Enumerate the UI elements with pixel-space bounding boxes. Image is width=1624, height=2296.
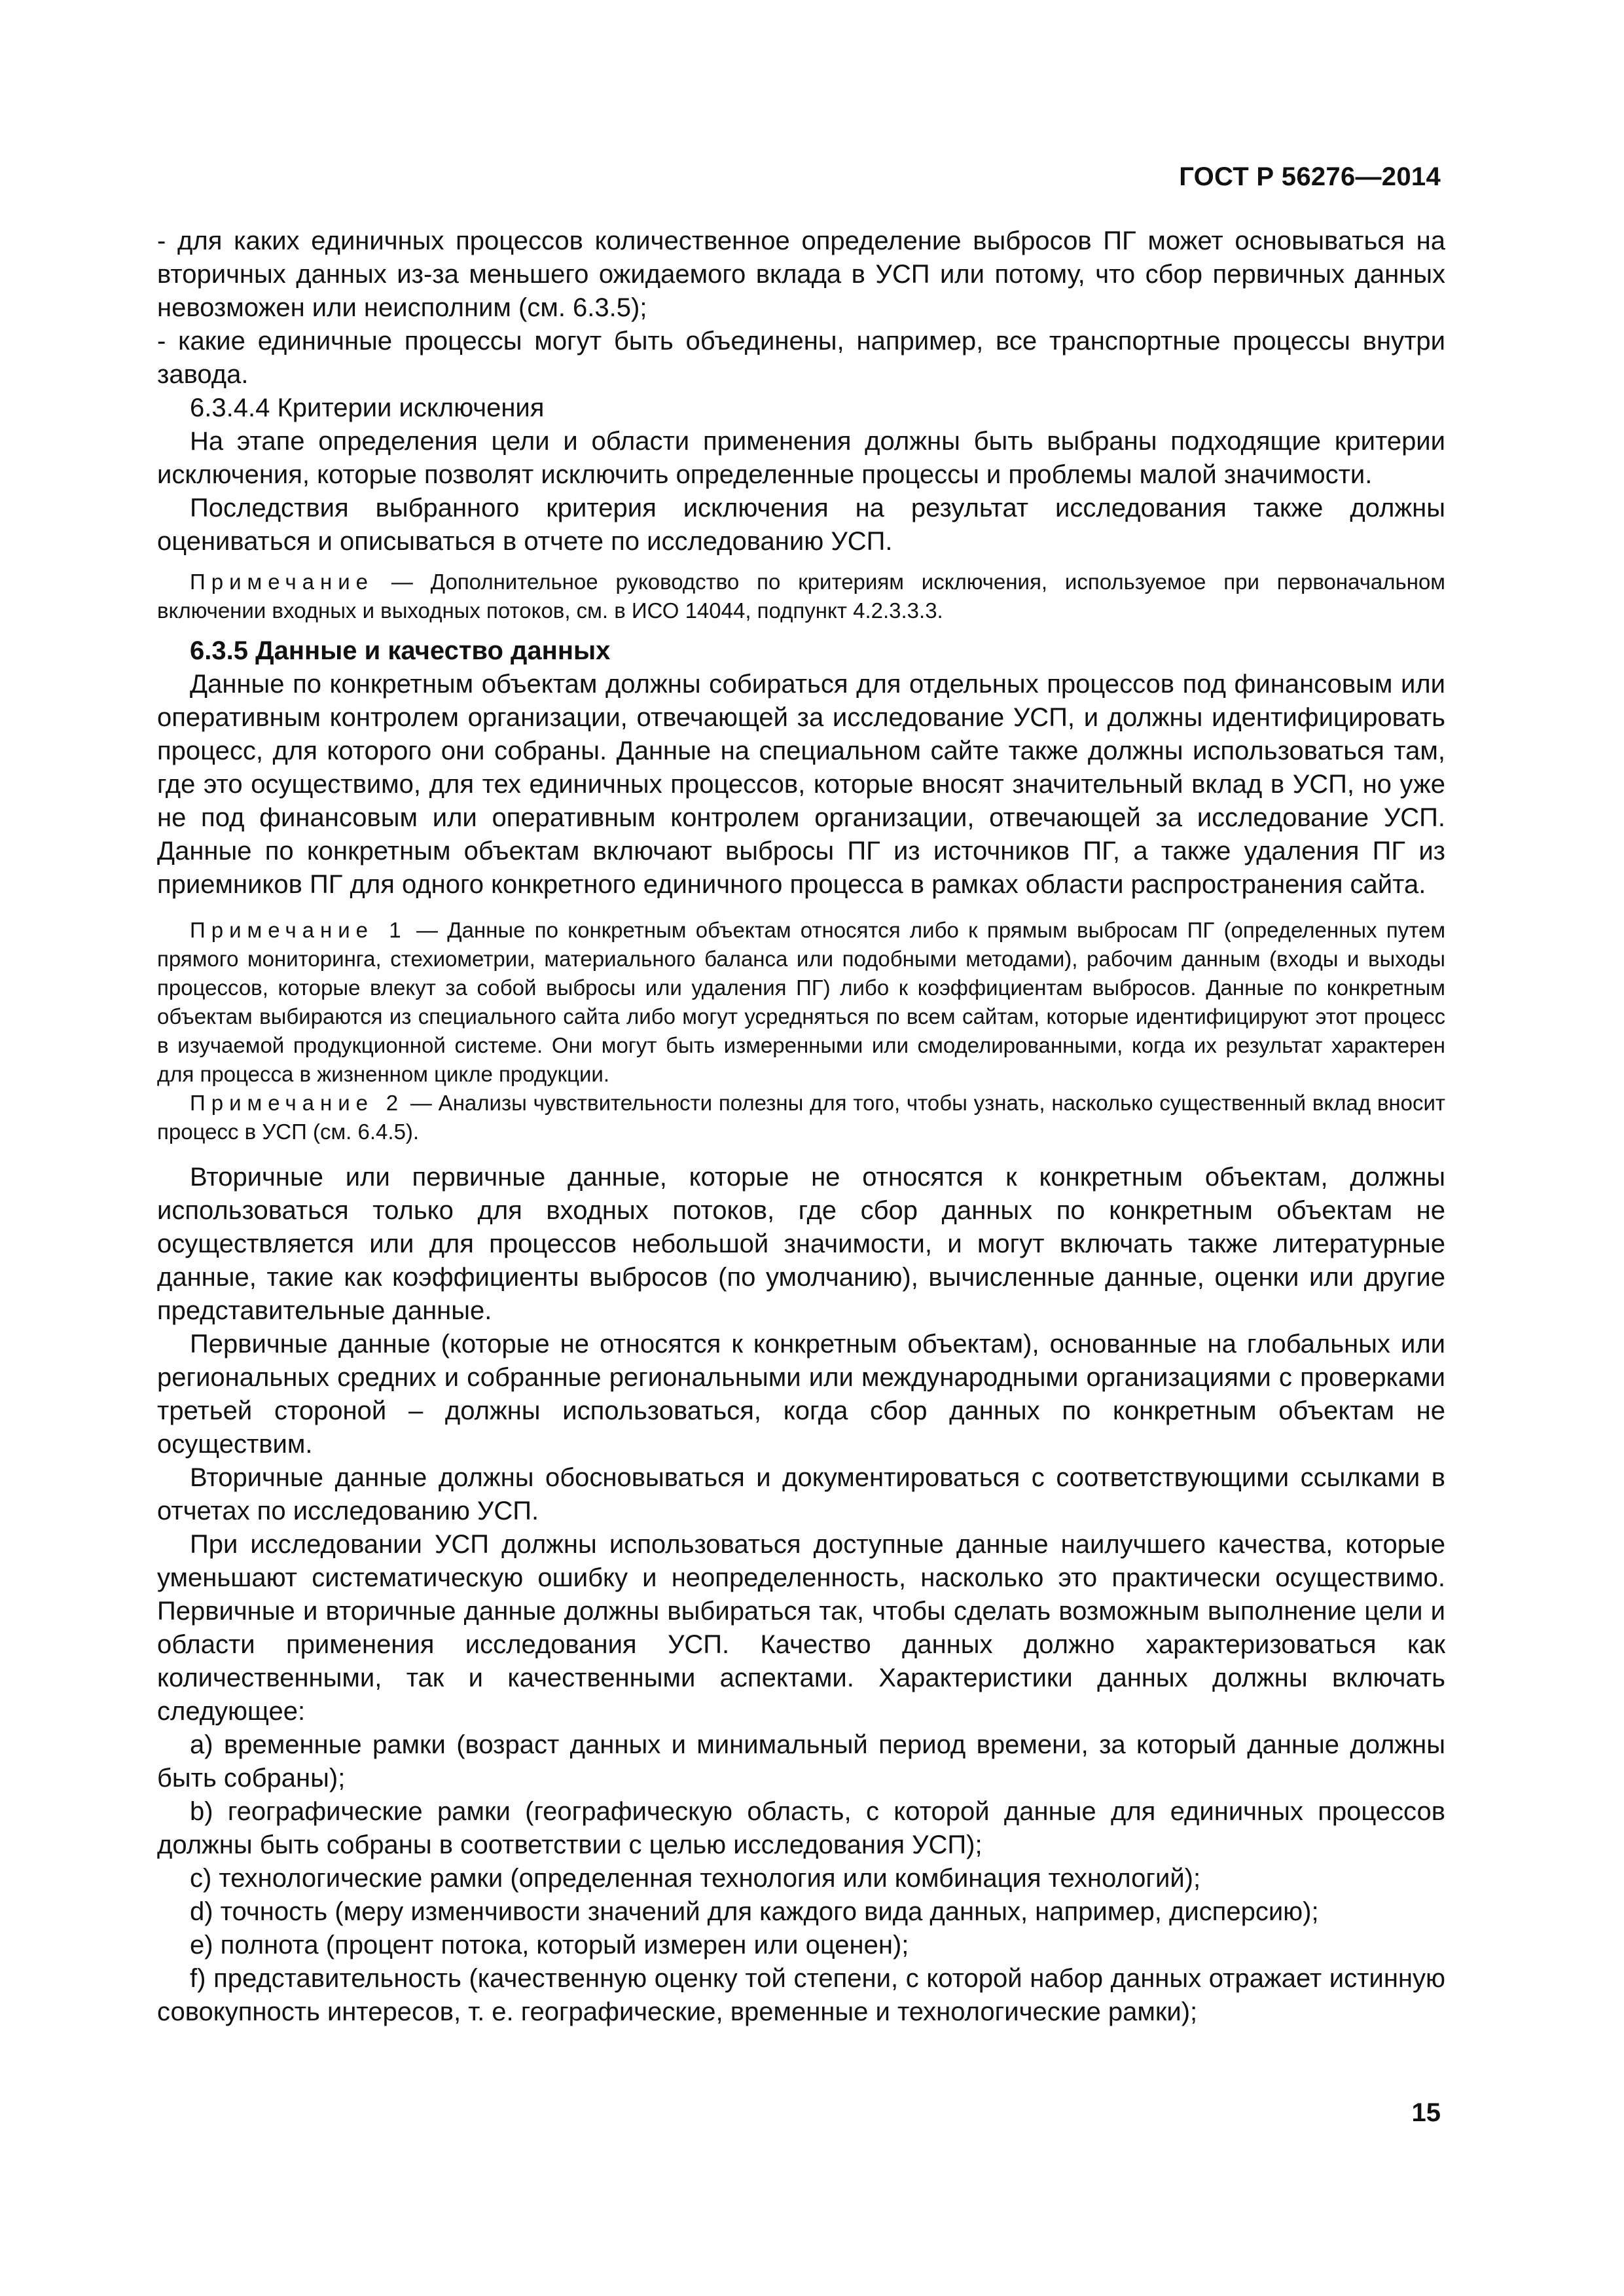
note-2 <box>157 1089 1445 1146</box>
list-item-e: e) полнота (процент потока, который измерен или оценен); <box>190 1931 909 1959</box>
paragraph-data-quality: При исследовании УСП должны использоваться доступные данные наилучшего качества, которые уменьшают систематическую ошибку и неопределенность, насколько это практически осуществимо. Первичные и вторичные данные должны выбираться так, чтобы сделать возможным выполнение цели и области применения исследования УСП. Качество данных должно характеризоваться как количественными, так и качественными аспектами. Характеристики данных должны включать следующее: <box>157 1530 1445 1726</box>
note-exclusion <box>157 568 1445 625</box>
note-label: Примечание 1 <box>190 918 407 942</box>
note-label: Примечание 2 <box>190 1091 405 1115</box>
note-label: Примечание <box>190 570 374 594</box>
list-item-d: d) точность (меру изменчивости значений для каждого вида данных, например, дисперсию); <box>190 1897 1319 1926</box>
list-item-b: b) географические рамки (географическую область, с которой данные для единичных процессов должны быть собраны в соответствии с целью исследования УСП); <box>157 1797 1445 1859</box>
paragraph-list-item-2: - какие единичные процессы могут быть объединены, например, все транспортные процессы внутри завода. <box>157 327 1445 389</box>
section-heading-6-3-5: 6.3.5 Данные и качество данных <box>190 636 611 665</box>
paragraph-exclusion-criteria: На этапе определения цели и области применения должны быть выбраны подходящие критерии исключения, которые позволят исключить определенные процессы и проблемы малой значимости. <box>157 427 1445 489</box>
paragraph-secondary-data: Вторичные или первичные данные, которые не относятся к конкретным объектам, должны использоваться только для входных потоков, где сбор данных по конкретным объектам не осуществляется или для процессов небольшой значимости, и могут включать также литературные данные, такие как коэффициенты выбросов (по умолчанию), вычисленные данные, оценки или другие представительные данные. <box>157 1163 1445 1325</box>
note-text: — Анализы чувствительности полезны для того, чтобы узнать, насколько существенный вклад вносит процесс в УСП (см. 6.4.5). <box>157 1091 1445 1144</box>
list-item-a: a) временные рамки (возраст данных и минимальный период времени, за который данные должны быть собраны); <box>157 1730 1445 1793</box>
subsection-title-6-3-4-4: 6.3.4.4 Критерии исключения <box>190 393 545 422</box>
note-text: — Дополнительное руководство по критериям исключения, используемое при первоначальном включении входных и выходных потоков, см. в ИСО 14044, подпункт 4.2.3.3.3. <box>157 570 1445 623</box>
paragraph-list-item-1: - для каких единичных процессов количественное определение выбросов ПГ может основываться на вторичных данных из-за меньшего ожидаемого вклада в УСП или потому, что сбор первичных данных невозможен или неисполним (см. 6.3.5); <box>157 227 1445 322</box>
list-item-f: f) представительность (качественную оценку той степени, с которой набор данных отражает истинную совокупность интересов, т. е. географические, временные и технологические рамки); <box>157 1964 1445 2026</box>
paragraph-site-specific-data: Данные по конкретным объектам должны собираться для отдельных процессов под финансовым или оперативным контролем организации, отвечающей за исследование УСП, и должны идентифицировать процесс, для которого они собраны. Данные на специальном сайте также должны использоваться там, где это осуществимо, для тех единичных процессов, которые вносят значительный вклад в УСП, но уже не под финансовым или оперативным контролем организации, отвечающей за исследование УСП. Данные по конкретным объектам включают выбросы ПГ из источников ПГ, а также удаления ПГ из приемников ПГ для одного конкретного единичного процесса в рамках области распространения сайта. <box>157 670 1445 899</box>
note-1 <box>157 916 1445 1089</box>
list-item-c: c) технологические рамки (определенная технология или комбинация технологий); <box>190 1864 1201 1893</box>
note-text: — Данные по конкретным объектам относятся либо к прямым выбросам ПГ (определенных путем прямого мониторинга, стехиометрии, материального баланса или подобными методами), рабочим данным (входы и выходы процессов, которые влекут за собой выбросы или удаления ПГ) либо к коэффициентам выбросов. Данные по конкретным объектам выбираются из специального сайта либо могут усредняться по всем сайтам, которые идентифицируют этот процесс в изучаемой продукционной системе. Они могут быть измеренными или смоделированными, когда их результат характерен для процесса в жизненном цикле продукции. <box>157 918 1446 1086</box>
page-number: 15 <box>1411 2098 1441 2127</box>
paragraph-exclusion-consequences: Последствия выбранного критерия исключения на результат исследования также должны оцениваться и описываться в отчете по исследованию УСП. <box>157 494 1445 556</box>
page-body <box>157 225 1445 2029</box>
document-id-header: ГОСТ Р 56276—2014 <box>1179 162 1441 191</box>
paragraph-primary-data: Первичные данные (которые не относятся к конкретным объектам), основанные на глобальных или региональных средних и собранные региональными или международными организациями с проверками третьей стороной – должны использоваться, когда сбор данных по конкретным объектам не осуществим. <box>157 1330 1445 1459</box>
paragraph-secondary-justification: Вторичные данные должны обосновываться и документироваться с соответствующими ссылками в отчетах по исследованию УСП. <box>157 1463 1445 1525</box>
